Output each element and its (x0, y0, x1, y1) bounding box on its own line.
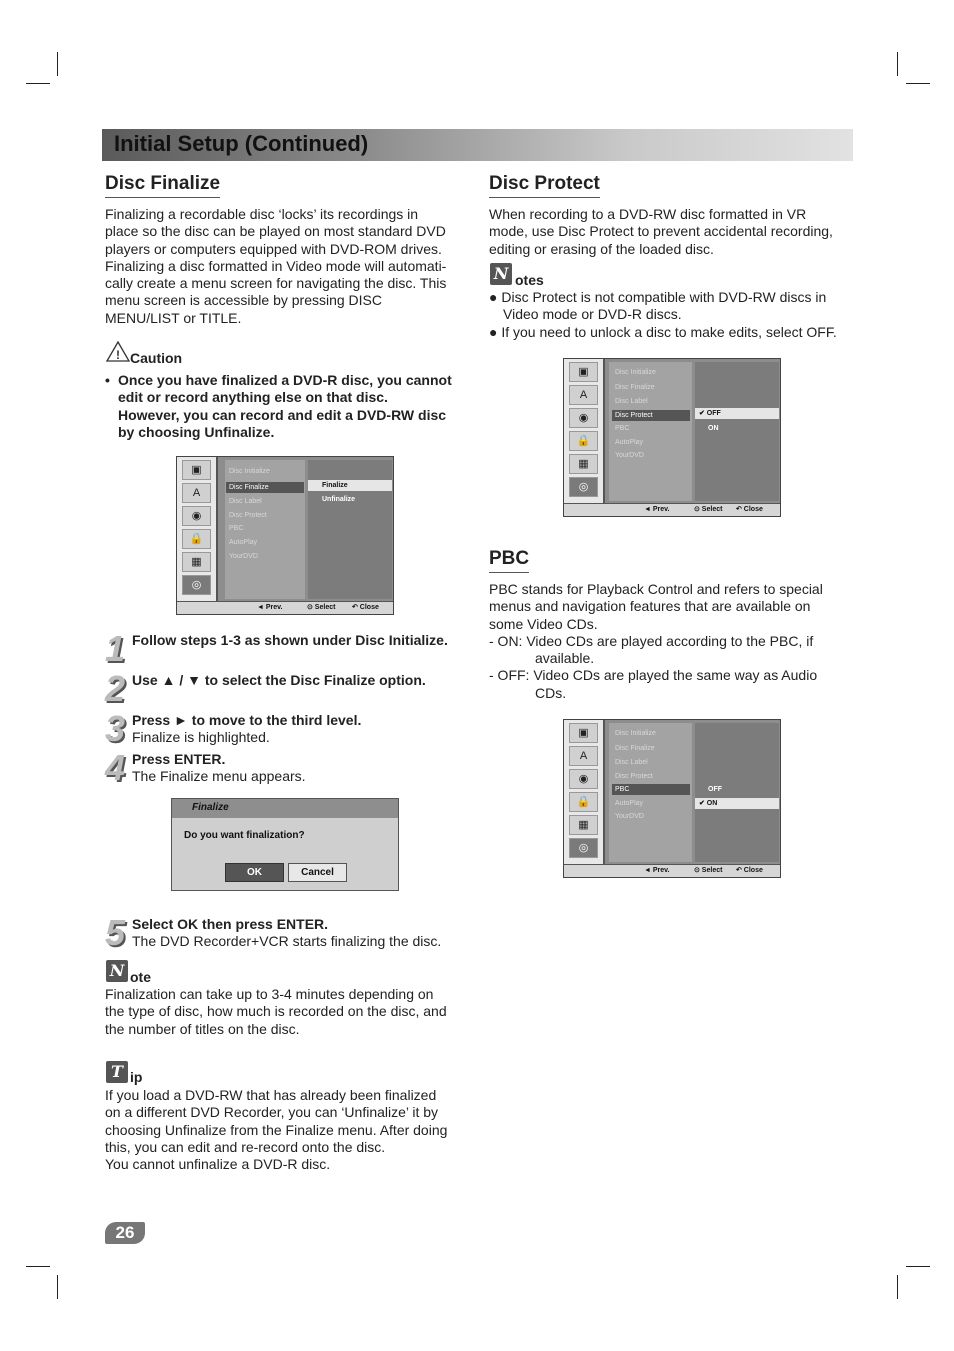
crop-mark (57, 1275, 58, 1299)
disc-finalize-menu-screen (176, 456, 394, 615)
menu-level2 (609, 723, 692, 862)
tip-line: choosing Unfinalize from the Finalize menu. After doing (105, 1121, 448, 1138)
option-off: OFF (708, 786, 722, 793)
disc-icon: ◎ (569, 477, 598, 497)
intro-line: MENU/LIST or TITLE. (105, 309, 242, 326)
close-label: ↶ Close (736, 867, 763, 874)
disc-protect-intro (489, 206, 854, 258)
disc-finalize-intro (105, 206, 470, 327)
notes-icon: N (490, 263, 512, 285)
crop-mark (26, 1266, 50, 1267)
menu-item: Disc Finalize (615, 745, 655, 752)
protect-line: editing or erasing of the loaded disc. (489, 240, 714, 257)
step-5-text: Select OK then press ENTER. (132, 916, 329, 932)
notes-label: otes (515, 272, 544, 288)
tv-icon: ▣ (182, 460, 211, 480)
svg-text:!: ! (116, 348, 120, 362)
menu-footer (177, 601, 393, 614)
caution-line: edit or record anything else on that disc. (118, 389, 388, 406)
prev-label: ◄ Prev. (257, 604, 283, 611)
note-icon: N (106, 960, 128, 982)
language-icon: A (569, 385, 598, 405)
tv-icon: ▣ (569, 723, 598, 743)
disc-protect-menu-screen (563, 358, 781, 517)
crop-mark (57, 52, 58, 76)
caution-line: by choosing Unfinalize. (118, 423, 275, 440)
menu-item: Disc Protect (615, 773, 653, 780)
page-number: 26 (105, 1222, 145, 1244)
menu-item: AutoPlay (615, 800, 644, 807)
option-on-selected: ✔ ON (695, 798, 779, 809)
close-label: ↶ Close (736, 506, 763, 513)
dialog-question: Do you want finalization? (184, 830, 305, 841)
menu-item: AutoPlay (615, 439, 644, 446)
pbc-off-line-cont: CDs. (535, 684, 567, 701)
menu-item-selected: Disc Protect (612, 410, 690, 421)
note-label: ote (130, 969, 151, 985)
caution-label: Caution (130, 350, 183, 366)
intro-line: menu screen is accessible by pressing DISC (105, 292, 383, 309)
caution-text (118, 372, 478, 441)
menu-item: YourDVD (615, 452, 644, 459)
page-title: Initial Setup (Continued) (114, 131, 369, 156)
tip-line: this, you can edit and re-record onto the disc. (105, 1138, 386, 1155)
prev-label: ◄ Prev. (644, 506, 670, 513)
tip-line: You cannot unfinalize a DVD-R disc. (105, 1156, 331, 1173)
step-number-2: 2 (105, 668, 126, 709)
menu-item: Disc Label (229, 498, 262, 505)
select-label: ⊙ Select (694, 506, 723, 513)
menu-item: AutoPlay (229, 539, 258, 546)
menu-footer (564, 503, 780, 516)
caution-bullet: • (105, 372, 110, 388)
lock-icon: 🔒 (569, 792, 598, 812)
menu-icon-column (564, 720, 605, 865)
menu-item: Disc Protect (229, 512, 267, 519)
tip-label: ip (130, 1069, 143, 1085)
intro-line: players or computers equipped with DVD-ROM drives. (105, 240, 442, 257)
protect-line: mode, use Disc Protect to prevent accidental recording, (489, 223, 833, 240)
menu-level3 (695, 362, 779, 501)
crop-mark (26, 83, 50, 84)
protect-line: When recording to a DVD-RW disc formatted in VR (489, 206, 807, 222)
pbc-line: some Video CDs. (489, 615, 598, 632)
note-line: the number of titles on the disc. (105, 1020, 300, 1037)
menu-footer (564, 864, 780, 877)
tip-text (105, 1087, 470, 1173)
tip-line: on a different DVD Recorder, you can ‘Unfinalize’ it by (105, 1104, 439, 1121)
close-label: ↶ Close (352, 604, 379, 611)
menu-level3 (695, 723, 779, 862)
crop-mark (897, 52, 898, 76)
ok-button[interactable]: OK (225, 863, 284, 882)
caution-line: Once you have finalized a DVD-R disc, you cannot (118, 372, 452, 388)
option-unfinalize: Unfinalize (322, 496, 356, 503)
step-number-1: 1 (105, 628, 126, 669)
menu-item: Disc Initialize (615, 369, 656, 376)
section-heading-pbc: PBC (489, 548, 529, 573)
menu-item: Disc Label (615, 398, 648, 405)
menu-item: Disc Initialize (615, 730, 656, 737)
note-line: Finalization can take up to 3-4 minutes depending on (105, 986, 434, 1002)
recording-icon: ▦ (182, 552, 211, 572)
menu-item-selected: PBC (612, 784, 690, 795)
select-label: ⊙ Select (307, 604, 336, 611)
menu-item: Disc Label (615, 759, 648, 766)
tip-icon: T (106, 1061, 128, 1083)
caution-line: However, you can record and edit a DVD-RW disc (118, 406, 447, 423)
language-icon: A (182, 483, 211, 503)
step-3-text: Press ► to move to the third level. (132, 712, 362, 728)
intro-line: Finalizing a recordable disc ‘locks’ its recordings in (105, 206, 419, 222)
caution-icon (106, 341, 130, 362)
cancel-button[interactable]: Cancel (288, 863, 347, 882)
recording-icon: ▦ (569, 815, 598, 835)
crop-mark (906, 1266, 930, 1267)
pbc-menu-screen (563, 719, 781, 878)
menu-icon-column (564, 359, 605, 504)
recording-icon: ▦ (569, 454, 598, 474)
pbc-text (489, 581, 859, 702)
menu-item: PBC (229, 525, 244, 532)
dialog-titlebar (172, 799, 398, 818)
notes-list (489, 289, 859, 341)
crop-mark (906, 83, 930, 84)
pbc-off-line: - OFF: Video CDs are played the same way as Audio (489, 667, 818, 684)
pbc-on-line: - ON: Video CDs are played according to the PBC, if (489, 632, 814, 649)
language-icon: A (569, 746, 598, 766)
menu-level3 (308, 460, 392, 599)
prev-label: ◄ Prev. (644, 867, 670, 874)
lock-icon: 🔒 (569, 431, 598, 451)
step-3-detail: Finalize is highlighted. (132, 729, 270, 745)
step-number-5: 5 (105, 912, 126, 953)
notes-item-cont: Video mode or DVD-R discs. (503, 306, 682, 323)
tv-icon: ▣ (569, 362, 598, 382)
menu-item-selected: Disc Finalize (226, 482, 304, 493)
intro-line: cally create a menu screen for navigating the disc. This (105, 275, 447, 292)
dialog-title: Finalize (192, 802, 229, 813)
step-5-detail: The DVD Recorder+VCR starts finalizing the disc. (132, 933, 442, 949)
finalize-dialog (171, 798, 399, 891)
lock-icon: 🔒 (182, 529, 211, 549)
audio-icon: ◉ (569, 408, 598, 428)
tip-line: If you load a DVD-RW that has already been finalized (105, 1087, 437, 1103)
step-1-text: Follow steps 1-3 as shown under Disc Initialize. (132, 632, 448, 648)
menu-item: PBC (615, 425, 630, 432)
title-banner (102, 129, 853, 161)
step-4-text: Press ENTER. (132, 751, 226, 767)
section-heading-disc-protect: Disc Protect (489, 173, 600, 198)
option-off-selected: ✔ OFF (695, 408, 779, 419)
crop-mark (897, 1275, 898, 1299)
menu-item: YourDVD (615, 813, 644, 820)
step-number-4: 4 (105, 747, 126, 788)
pbc-line: PBC stands for Playback Control and refers to special (489, 581, 823, 597)
note-line: the type of disc, how much is recorded on the disc, and (105, 1003, 447, 1020)
step-2-text: Use ▲ / ▼ to select the Disc Finalize option. (132, 672, 426, 688)
menu-level2 (225, 460, 305, 599)
menu-level2 (609, 362, 692, 501)
step-4-detail: The Finalize menu appears. (132, 768, 306, 784)
select-label: ⊙ Select (694, 867, 723, 874)
menu-icon-column (177, 457, 218, 602)
audio-icon: ◉ (182, 506, 211, 526)
intro-line: place so the disc can be played on most standard DVD (105, 223, 446, 240)
menu-item: Disc Finalize (615, 384, 655, 391)
option-finalize: Finalize (308, 480, 392, 491)
step-number-3: 3 (105, 708, 126, 749)
pbc-line: menus and navigation features that are available on (489, 598, 811, 615)
pbc-on-line-cont: available. (535, 650, 595, 667)
note-text (105, 986, 470, 1038)
option-on: ON (708, 425, 719, 432)
audio-icon: ◉ (569, 769, 598, 789)
section-heading-disc-finalize: Disc Finalize (105, 173, 220, 198)
notes-item: ● Disc Protect is not compatible with DVD-RW discs in (489, 289, 827, 305)
menu-item: Disc Initialize (229, 468, 270, 475)
notes-item: ● If you need to unlock a disc to make edits, select OFF. (489, 323, 837, 340)
menu-item: YourDVD (229, 553, 258, 560)
disc-icon: ◎ (182, 575, 211, 595)
intro-line: Finalizing a disc formatted in Video mode will automati- (105, 257, 447, 274)
disc-icon: ◎ (569, 838, 598, 858)
